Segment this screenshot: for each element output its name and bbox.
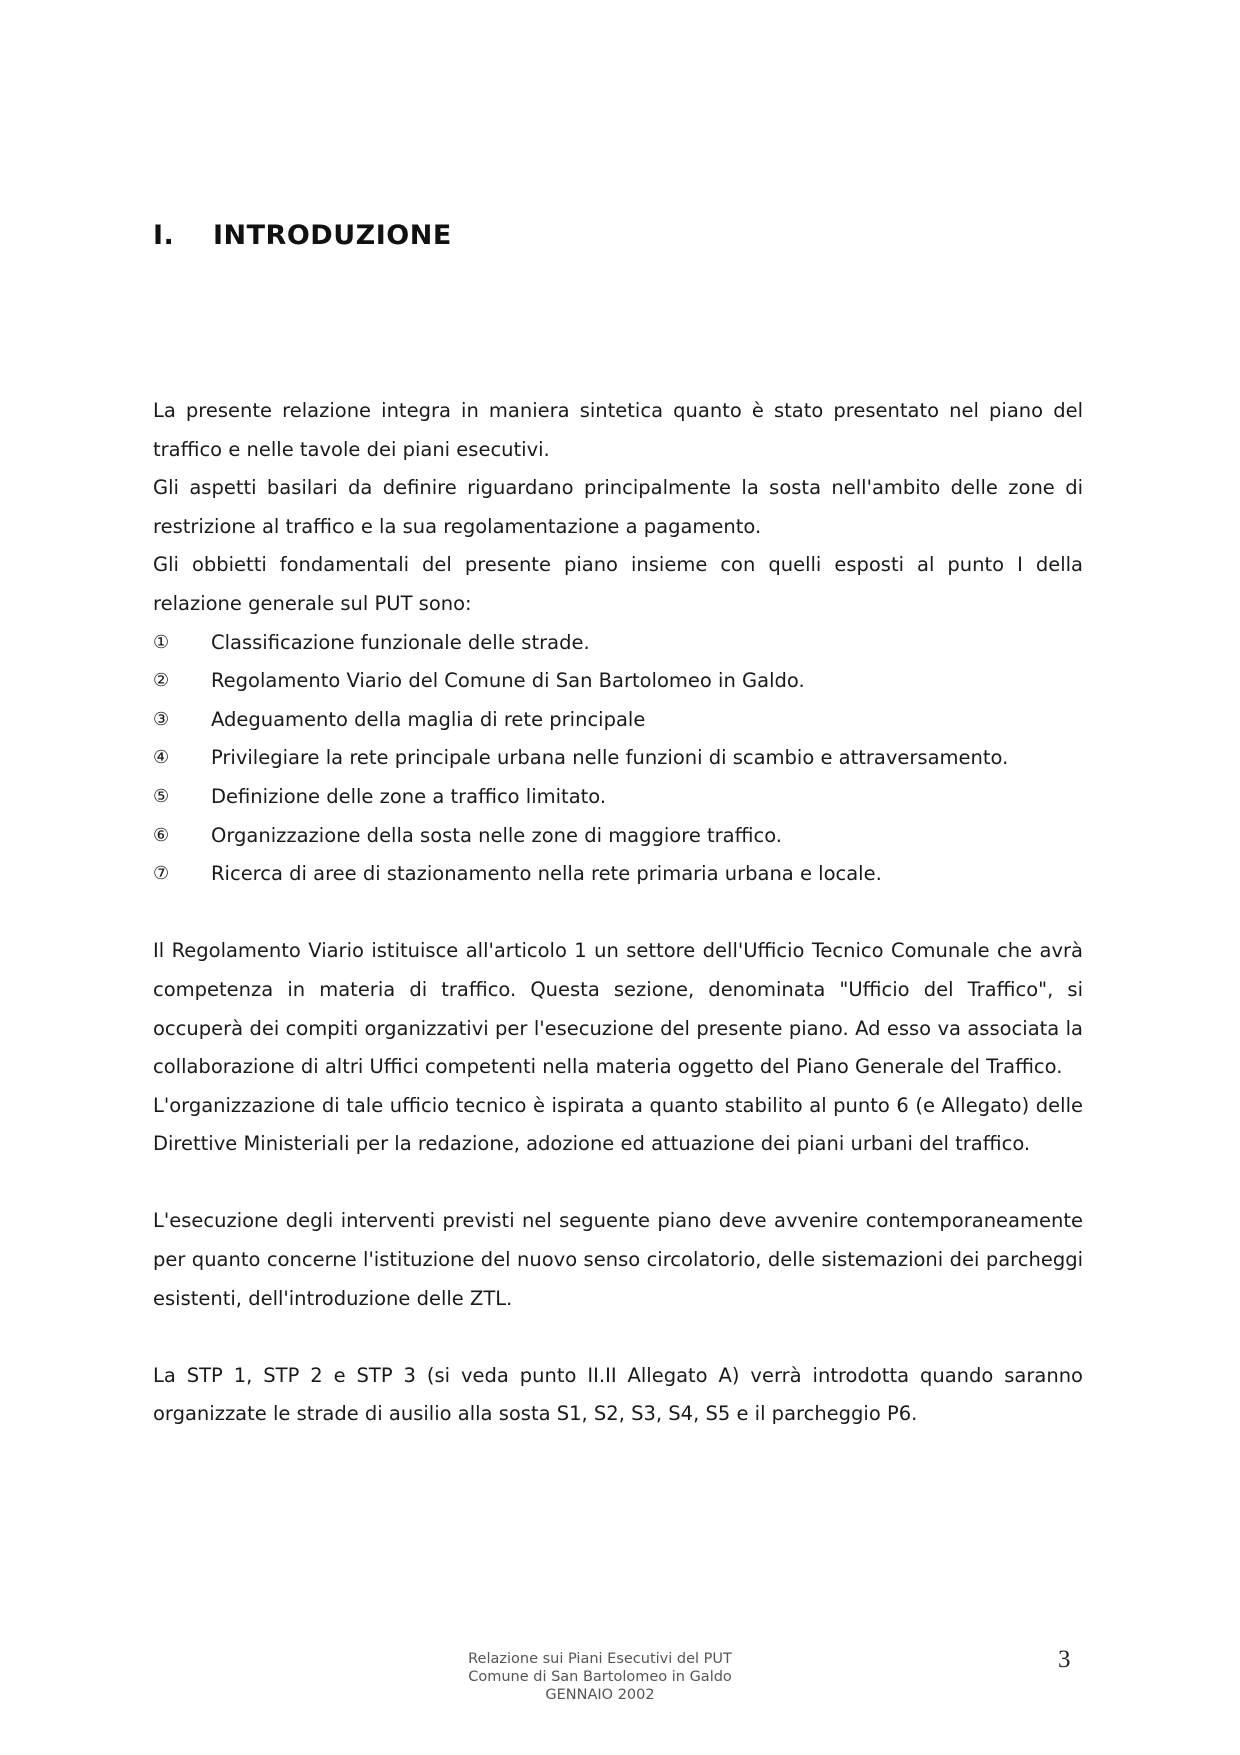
list-item-text: Classificazione funzionale delle strade. bbox=[211, 630, 590, 654]
page-number: 3 bbox=[1058, 1646, 1071, 1673]
list-marker: ④ bbox=[153, 747, 170, 769]
page-footer bbox=[420, 1650, 780, 1704]
list-item bbox=[153, 701, 1083, 740]
paragraph: Gli aspetti basilari da definire riguardano principalmente la sosta nell'ambito delle zone di restrizione al traffico e la sua regolamentazione a pagamento. bbox=[153, 476, 1083, 538]
list-item-text: Organizzazione della sosta nelle zone di maggiore traffico. bbox=[211, 823, 782, 847]
list-item-text: Privilegiare la rete principale urbana nelle funzioni di scambio e attraversamento. bbox=[211, 746, 1009, 770]
section-title: INTRODUZIONE bbox=[213, 220, 452, 251]
paragraph: La STP 1, STP 2 e STP 3 (si veda punto II.II Allegato A) verrà introdotta quando saranno organizzate le strade di ausilio alla sosta S1, S2, S3, S4, S5 e il parcheggio P6. bbox=[153, 1363, 1083, 1426]
paragraph-spacer bbox=[153, 894, 1083, 933]
paragraph-spacer bbox=[153, 1164, 1083, 1203]
list-item bbox=[153, 855, 1083, 894]
list-item-text: Definizione delle zone a traffico limitato. bbox=[211, 784, 607, 808]
list-item-text: Regolamento Viario del Comune di San Bartolomeo in Galdo. bbox=[211, 669, 805, 693]
list-marker: ③ bbox=[153, 708, 170, 730]
paragraph: La presente relazione integra in maniera sintetica quanto è stato presentato nel piano del traffico e nelle tavole dei piani esecutivi. bbox=[153, 399, 1083, 461]
list-marker: ⑦ bbox=[153, 863, 170, 885]
footer-line: GENNAIO 2002 bbox=[545, 1687, 655, 1703]
list-item bbox=[153, 817, 1083, 856]
paragraph: L'organizzazione di tale ufficio tecnico è ispirata a quanto stabilito al punto 6 (e Allegato) delle Direttive Ministeriali per la redazione, adozione ed attuazione dei piani urbani del traffico. bbox=[153, 1093, 1083, 1156]
section-number: I. bbox=[153, 220, 175, 251]
paragraph-spacer bbox=[153, 1318, 1083, 1357]
objectives-list bbox=[153, 624, 1083, 894]
list-item bbox=[153, 662, 1083, 701]
list-item-text: Ricerca di aree di stazionamento nella rete primaria urbana e locale. bbox=[211, 862, 882, 886]
body-text bbox=[153, 392, 1083, 1434]
paragraph: Gli obbietti fondamentali del presente piano insieme con quelli esposti al punto I della relazione generale sul PUT sono: bbox=[153, 553, 1083, 615]
list-item bbox=[153, 739, 1083, 778]
list-item-text: Adeguamento della maglia di rete principale bbox=[211, 707, 646, 731]
footer-line: Relazione sui Piani Esecutivi del PUT bbox=[468, 1651, 732, 1667]
list-marker: ② bbox=[153, 670, 170, 692]
paragraph: L'esecuzione degli interventi previsti nel seguente piano deve avvenire contemporaneamente per quanto concerne l'istituzione del nuovo senso circolatorio, delle sistemazioni dei parcheggi esistenti, dell'introduzione delle ZTL. bbox=[153, 1209, 1083, 1310]
list-marker: ⑥ bbox=[153, 824, 170, 846]
list-marker: ⑤ bbox=[153, 785, 170, 807]
section-heading bbox=[153, 220, 452, 251]
list-item bbox=[153, 778, 1083, 817]
list-marker: ① bbox=[153, 631, 170, 653]
list-item bbox=[153, 624, 1083, 663]
footer-line: Comune di San Bartolomeo in Galdo bbox=[468, 1669, 732, 1685]
paragraph: Il Regolamento Viario istituisce all'articolo 1 un settore dell'Ufficio Tecnico Comunale che avrà competenza in materia di traffico. Questa sezione, denominata "Ufficio del Traffico", si occuperà dei compiti organizzativi per l'esecuzione del presente piano. Ad esso va associata la collaborazione di altri Uffici competenti nella materia oggetto del Piano Generale del Traffico. bbox=[153, 939, 1083, 1079]
